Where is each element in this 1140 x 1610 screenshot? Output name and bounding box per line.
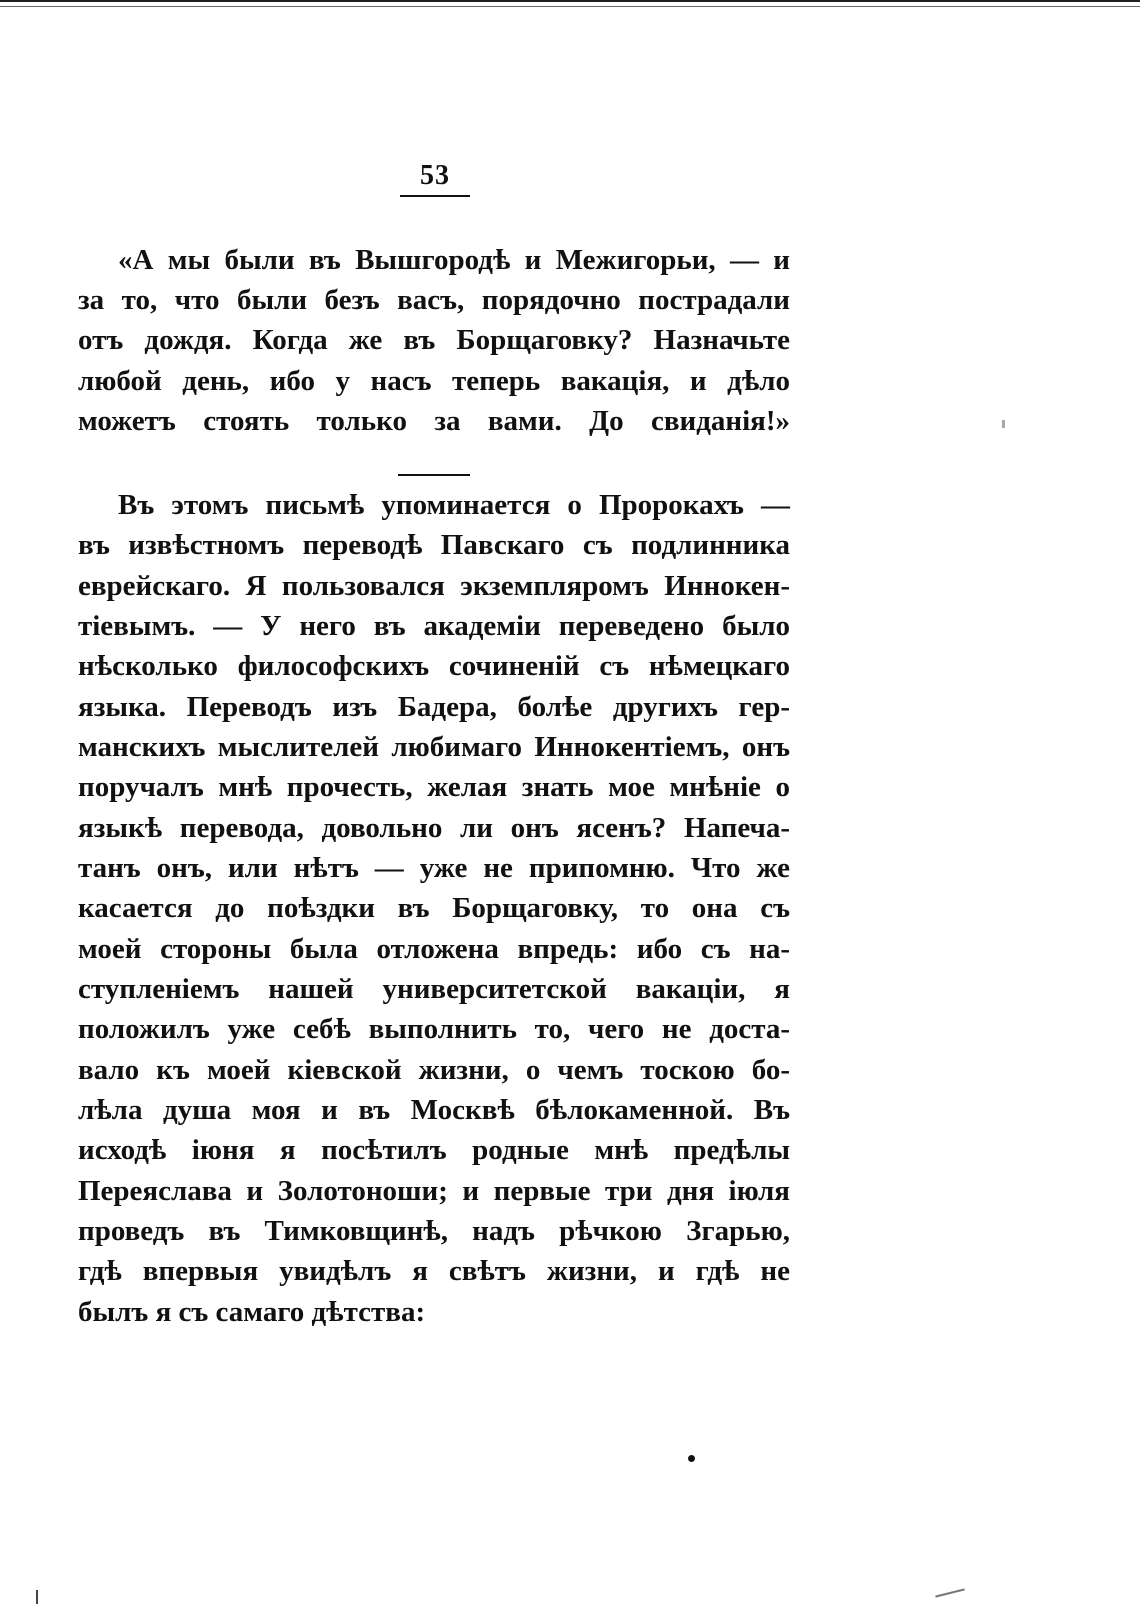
section-divider bbox=[398, 474, 470, 476]
body-line: проведъ въ Тимковщинѣ, надъ рѣчкою Згарью, bbox=[78, 1215, 790, 1247]
ink-dot bbox=[688, 1455, 695, 1462]
body-line: тіевымъ. — У него въ академіи переведено было bbox=[78, 610, 790, 642]
body-line: нѣсколько философскихъ сочиненій съ нѣмецкаго bbox=[78, 650, 790, 682]
page-number: 53 bbox=[420, 160, 450, 191]
body-line: поручалъ мнѣ прочесть, желая знать мое мнѣніе о bbox=[78, 771, 790, 803]
margin-speck bbox=[935, 1588, 965, 1597]
page-number-underline bbox=[400, 195, 470, 197]
body-line: моей стороны была отложена впредь: ибо съ на- bbox=[78, 933, 790, 965]
body-line: исходѣ іюня я посѣтилъ родные мнѣ предѣлы bbox=[78, 1134, 790, 1166]
letter-line: любой день, ибо у насъ теперь вакація, и дѣло bbox=[78, 365, 790, 397]
body-line: положилъ уже себѣ выполнить то, чего не доста- bbox=[78, 1013, 790, 1045]
body-line: ступленіемъ нашей университетской вакаціи, я bbox=[78, 973, 790, 1005]
body-line: манскихъ мыслителей любимаго Иннокентіемъ, онъ bbox=[78, 731, 790, 763]
body-line: въ извѣстномъ переводѣ Павскаго съ подлинника bbox=[78, 529, 790, 561]
body-line: танъ онъ, или нѣтъ — уже не припомню. Что же bbox=[78, 852, 790, 884]
body-line: языкѣ перевода, довольно ли онъ ясенъ? Напеча- bbox=[78, 812, 790, 844]
margin-speck bbox=[1002, 420, 1005, 428]
body-line: вало къ моей кіевской жизни, о чемъ тоскою бо- bbox=[78, 1054, 790, 1086]
body-line: гдѣ впервыя увидѣлъ я свѣтъ жизни, и гдѣ не bbox=[78, 1255, 790, 1287]
letter-line: можетъ стоять только за вами. До свиданія!» bbox=[78, 405, 790, 437]
body-line: Въ этомъ письмѣ упоминается о Пророкахъ — bbox=[118, 489, 790, 521]
body-line: лѣла душа моя и въ Москвѣ бѣлокаменной. Въ bbox=[78, 1094, 790, 1126]
letter-line: «А мы были въ Вышгородѣ и Межигорьи, — и bbox=[118, 244, 790, 276]
letter-line: отъ дождя. Когда же въ Борщаговку? Назначьте bbox=[78, 324, 790, 356]
body-line: касается до поѣздки въ Борщаговку, то она съ bbox=[78, 892, 790, 924]
margin-speck bbox=[36, 1590, 38, 1604]
body-line: былъ я съ самаго дѣтства: bbox=[78, 1296, 426, 1328]
top-border-rule bbox=[0, 0, 1140, 7]
body-line: еврейскаго. Я пользовался экземпляромъ Иннокен- bbox=[78, 570, 790, 602]
body-line: языка. Переводъ изъ Бадера, болѣе другихъ гер- bbox=[78, 691, 790, 723]
body-line: Переяслава и Золотоноши; и первые три дня іюля bbox=[78, 1175, 790, 1207]
letter-line: за то, что были безъ васъ, порядочно пострадали bbox=[78, 284, 790, 316]
